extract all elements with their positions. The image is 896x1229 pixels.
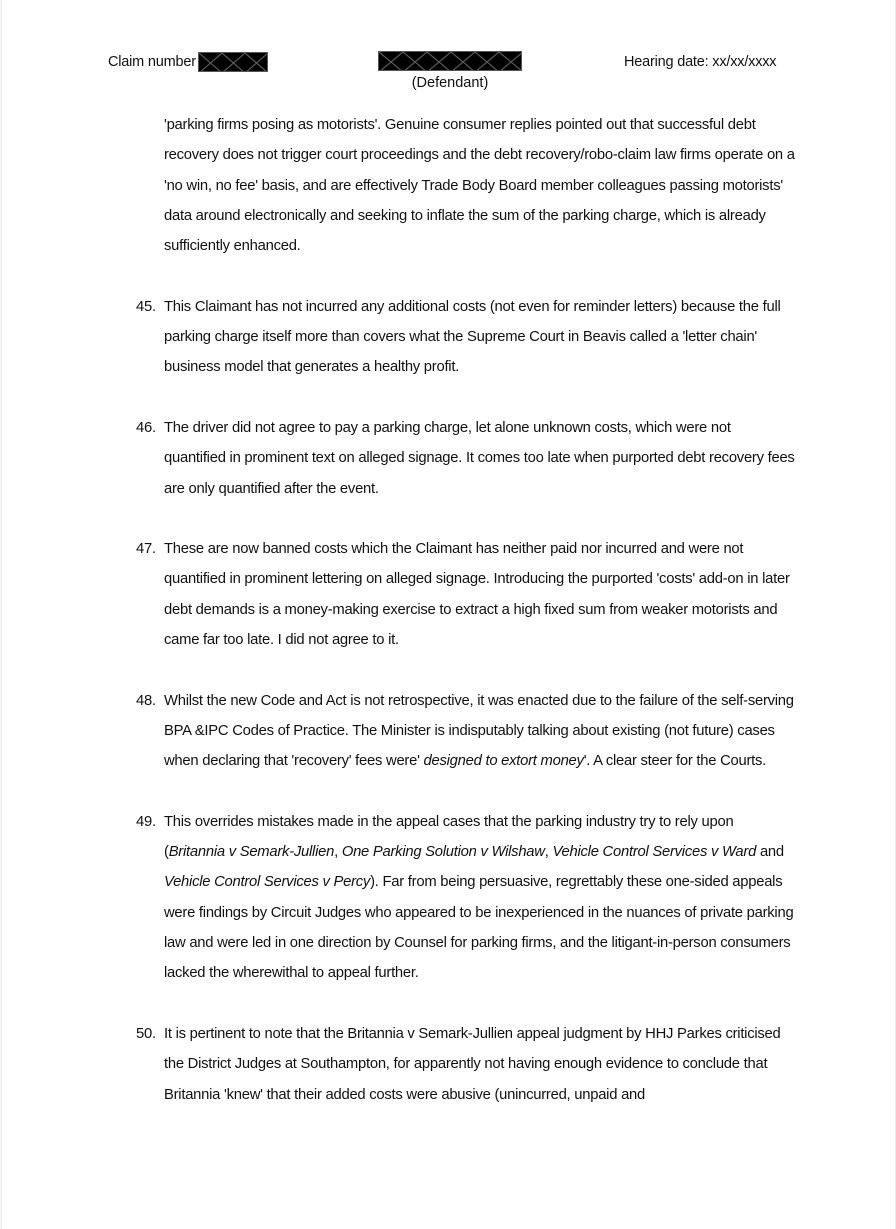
defendant-label: (Defendant) [411,75,489,91]
hearing-date: Hearing date: xx/xx/xxxx [624,54,777,70]
paragraph-50 [136,1019,796,1110]
paragraph-continuation [136,110,796,261]
text-segment: ). Far from being persuasive, regrettably these one-sided appeals were findings by Circuit Judges who appeared to be inexperienced in the nuances of private parking law and were led in one direction by Counsel for parking firms, and the litigant-in-person consumers lacked the wherewithal to appeal further. [164,874,794,982]
text-segment: These are now banned costs which the Claimant has neither paid nor incurred and were not quantified in prominent lettering on alleged signage. Introducing the purported 'costs' add-on in later debt demands is a money-making exercise to extract a high fixed sum from weaker motorists and came far too late. I did not agree to it. [164,541,790,649]
paragraph-number: 45. [136,298,156,315]
paragraph-number: 48. [136,692,156,709]
paragraph-text [136,110,796,261]
paragraph-text [164,413,796,504]
text-segment: It is pertinent to note that the Britannia v Semark-Jullien appeal judgment by HHJ Parkes criticised the District Judges at Southampton, for apparently not having enough evidence to conclude that Britannia 'knew' that their added costs were abusive (unincurred, unpaid and [164,1025,781,1103]
redacted-claim-number [198,52,268,72]
italic-citation: Vehicle Control Services v Ward [552,844,757,861]
italic-citation: designed to extort money [423,753,584,770]
text-segment: The driver did not agree to pay a parking charge, let alone unknown costs, which were not quantified in prominent text on alleged signage. It comes too late when purported debt recovery fees are only quantified after the event. [164,419,795,497]
text-segment: This Claimant has not incurred any additional costs (not even for reminder letters) because the full parking charge itself more than covers what the Supreme Court in Beavis called a 'letter chain' business model that generates a healthy profit. [164,298,781,376]
paragraph-text [164,686,796,777]
paragraph-45 [136,292,796,383]
italic-citation: Vehicle Control Services v Percy [164,874,371,891]
redaction-cross-pattern-icon [199,53,268,72]
paragraph-number: 47. [136,541,156,558]
paragraph-48 [136,686,796,777]
paragraph-number: 49. [136,813,156,830]
paragraph-49 [136,807,796,989]
paragraph-text [164,534,796,655]
italic-citation: One Parking Solution v Wilshaw [341,844,545,861]
paragraph-47 [136,534,796,655]
paragraph-number: 50. [136,1025,156,1042]
paragraph-text [164,807,796,989]
document-page [1,0,896,1229]
paragraph-number: 46. [136,419,156,436]
claim-number-label: Claim number [108,54,196,70]
redacted-defendant-name [378,51,522,71]
text-segment: , [544,844,553,861]
text-segment: , [334,844,342,861]
text-segment: and [756,844,784,861]
text-segment: 'parking firms posing as motorists'. Genuine consumer replies pointed out that successful debt recovery does not trigger court proceedings and the debt recovery/robo-claim law firms operate on a 'no win, no fee' basis, and are effectively Trade Body Board member colleagues passing motorists' data around electronically and seeking to inflate the sum of the parking charge, which is already sufficiently enhanced. [164,117,795,255]
paragraph-text [164,1019,796,1110]
document-body [136,110,796,1140]
paragraph-46 [136,413,796,504]
text-segment: Whilst the new Code and Act is not retrospective, it was enacted due to the failure of the self-serving BPA &IPC Codes of Practice. The Minister is indisputably talking about existing (not future) cases when declaring that 'recovery' fees were' [164,692,794,770]
text-segment: '. A clear steer for the Courts. [583,753,767,770]
redaction-cross-pattern-icon [379,52,522,71]
paragraph-text [164,292,796,383]
text-segment: This overrides mistakes made in the appeal cases that the parking industry try to rely upon ( [164,813,734,861]
italic-citation: Britannia v Semark-Jullien [168,844,335,861]
claim-number-header [108,52,268,72]
